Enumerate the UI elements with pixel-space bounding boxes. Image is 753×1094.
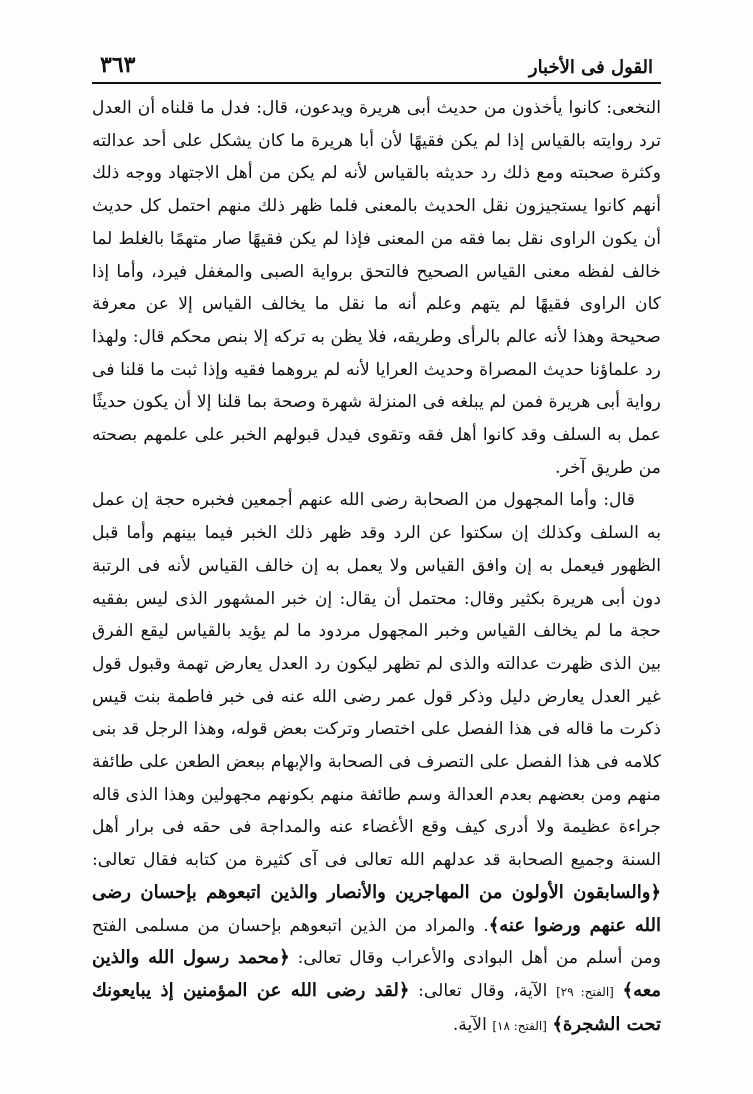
paragraph-2 <box>92 484 661 1042</box>
quran-quote-1: ﴿والسابقون الأولون من المهاجرين والأنصار والذين اتبعوهم بإحسان رضى الله عنهم ورضوا عنه﴾ <box>92 881 661 936</box>
citation-3: [الفتح: ١٨] <box>492 1018 547 1033</box>
quran-quote-2: ﴿محمد رسول الله والذين معه﴾ <box>92 947 662 1001</box>
paragraph-1: النخعى: كانوا يأخذون من حديث أبى هريرة ويدعون، قال: فدل ما قلناه أن العدل ترد روايته بالقياس إذا لم يكن فقيهًا لأن أبا هريرة ما كان يشكل على أحد عدالته وكثرة صحبته ومع ذلك رد حديثه بالقياس لأنه لم يكن من أهل الاجتهاد ووجه ذلك أنهم كانوا يستجيزون نقل الحديث بالمعنى فلما ظهر ذلك منهم احتمل كل حديث أن يكون الراوى نقل بما فقه من المعنى فإذا لم يكن فقيهًا صار متهمًا بالغلط لما خالف لفظه معنى القياس الصحيح فالتحق برواية الصبى والمغفل فيرد، وأما إذا كان الراوى فقيهًا لم يتهم وعلم أنه ما نقل ما يخالف القياس إلا عن معرفة صحيحة وهذا لأنه عالم بالرأى وطريقه، فلا يظن به تركه إلا بنص محكم قال: ولهذا رد علماؤنا حديث المصراة وحديث العرايا لأنه لم يروهما فقيه وإذا ثبت ما قلنا فى رواية أبى هريرة فمن لم يبلغه فى المنزلة شهرة وصحة بما قلنا إلا أن يكون حديثًا عمل به السلف وقد كانوا أهل فقه وتقوى فيدل قبولهم الخبر على علمهم بصحته من طريق آخر. <box>92 98 661 478</box>
running-title: القول فى الأخبار <box>528 57 653 78</box>
page-header <box>92 52 661 84</box>
page-number: ٣٦٣ <box>100 52 136 78</box>
body-text <box>92 92 661 1042</box>
paragraph-2-text: قال: وأما المجهول من الصحابة رضى الله عنهم أجمعين فخبره حجة إن عمل به السلف وكذلك إن سكتوا عن الرد وقد ظهر ذلك الخبر فيما بينهم وأما قبل الظهور فيعمل به إن وافق القياس ولا يعمل به إن خالف القياس لأنه فى الرتبة دون أبى هريرة بكثير وقال: محتمل أن يقال: إن خبر المشهور الذى ليس بفقيه حجة ما لم يخالف القياس وخبر المجهول مردود ما لم يؤيد بالقياس ليقع الفرق بين الذى ظهرت عدالته والذى لم تظهر ليكون رد العدل يعارض تهمة وقبول قول غير العدل يعارض دليل وذكر قول عمر رضى الله عنه فى خبر فاطمة بنت قيس ذكرت ما قاله فى هذا الفصل على اختصار وتركت بعض قوله، وهذا الرجل قد بنى كلامه فى هذا الفصل على التصرف فى الصحابة والإبهام ببعض الطعن على طائفة منهم ومن بعضهم بعدم العدالة وسم طائفة منهم بكونهم مجهولين وهذا الذى قاله جراءة عظيمة ولا أدرى كيف وقع الأغضاء عنه والمداجة فى حقه فى برار أهل السنة وجميع الصحابة قد عدلهم الله تعالى فى آى كثيرة من كتابه فقال تعالى: <box>92 490 661 871</box>
quran-quote-3: ﴿لقد رضى الله عن المؤمنين إذ يبايعونك تحت الشجرة﴾ <box>92 979 661 1035</box>
paragraph-2-continuation-2: الآية، وقال تعالى: <box>418 980 548 1001</box>
citation-2: [الفتح: ٢٩] <box>556 984 614 999</box>
paragraph-2-continuation: . والمراد من الذين اتبعوهم بإحسان من مسلمى الفتح ومن أسلم من أهل البوادى والأعراب وقال تعالى: <box>92 915 662 969</box>
paragraph-2-ending: الآية. <box>452 1014 487 1035</box>
